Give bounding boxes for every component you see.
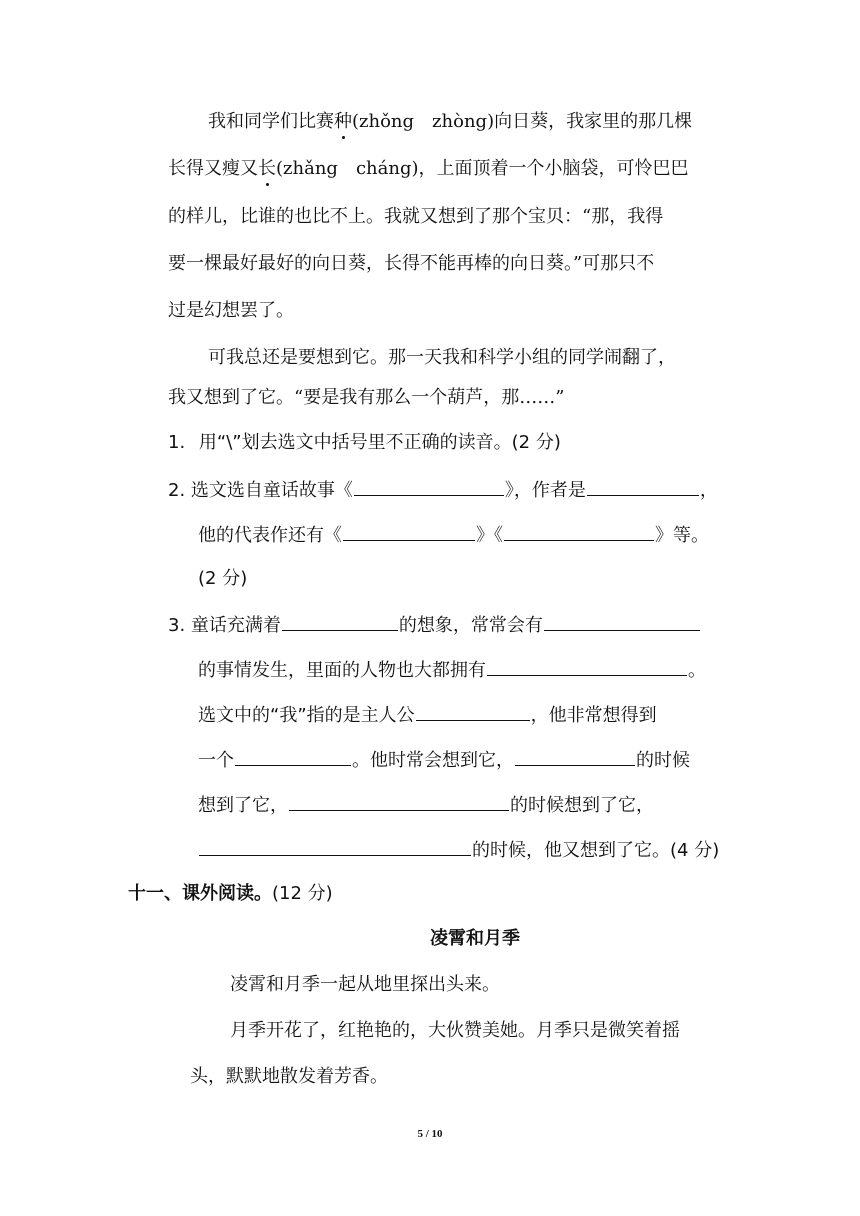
passage-line: 我又想到了它。“要是我有那么一个葫芦，那……”: [168, 387, 565, 408]
question-number: 1.: [168, 432, 186, 453]
question-2-line: 他的代表作还有《 》《 》等。: [198, 522, 709, 548]
question-3-line: 的事情发生，里面的人物也大都拥有 。: [198, 657, 706, 683]
answer-blank[interactable]: [289, 792, 509, 811]
answer-blank[interactable]: [544, 612, 700, 631]
question-text: 用“\”划去选文中括号里不正确的读音。(2 分): [198, 432, 561, 453]
emphasis-char: 种: [334, 111, 352, 132]
passage-line: 的样儿，比谁的也比不上。我就又想到了那个宝贝：“那，我得: [168, 206, 664, 227]
question-3-line: 一个 。他时常会想到它， 的时候: [198, 747, 690, 773]
section-score: (12 分): [272, 883, 333, 904]
question-number: 3.: [168, 615, 186, 636]
passage-line: 长得又瘦又长(zhǎng cháng)，上面顶着一个小脑袋，可怜巴巴: [168, 158, 689, 179]
answer-blank[interactable]: [282, 612, 398, 631]
answer-blank[interactable]: [504, 522, 654, 541]
passage-line: 头，默默地散发着芳香。: [190, 1066, 388, 1087]
passage-line: 要一棵最好最好的向日葵，长得不能再棒的向日葵。”可那只不: [168, 253, 655, 274]
section-title: 十一、课外阅读。: [128, 883, 272, 904]
question-2: 2. 选文选自童话故事《 》，作者是 ，: [168, 477, 718, 503]
answer-blank[interactable]: [416, 702, 530, 721]
answer-blank[interactable]: [343, 522, 475, 541]
page-number: 5 / 10: [417, 1128, 443, 1140]
answer-blank[interactable]: [487, 657, 687, 676]
passage-line: 可我总还是要想到它。那一天我和科学小组的同学闹翻了，: [208, 347, 676, 368]
section-heading: [128, 882, 333, 906]
question-3: 3. 童话充满着 的想象，常常会有: [168, 612, 701, 638]
question-2-line: (2 分): [198, 568, 248, 589]
answer-blank[interactable]: [515, 747, 635, 766]
passage-line: 月季开花了，红艳艳的，大伙赞美她。月季只是微笑着摇: [230, 1020, 680, 1041]
answer-blank[interactable]: [199, 837, 471, 856]
answer-blank[interactable]: [354, 477, 504, 496]
question-number: 2.: [168, 480, 186, 501]
passage-title: 凌霄和月季: [430, 928, 520, 949]
emphasis-char: 长: [258, 158, 276, 179]
question-3-line: 想到了它， 的时候想到了它，: [198, 792, 654, 818]
passage-line: 凌霄和月季一起从地里探出头来。: [230, 974, 500, 995]
passage-line: 我和同学们比赛种(zhǒng zhòng)向日葵，我家里的那几棵: [208, 111, 693, 132]
passage-line: 过是幻想罢了。: [168, 300, 294, 321]
answer-blank[interactable]: [235, 747, 351, 766]
question-3-line: 的时候，他又想到了它。(4 分): [198, 837, 719, 863]
answer-blank[interactable]: [587, 477, 699, 496]
question-1: [168, 431, 561, 455]
question-3-line: 选文中的“我”指的是主人公 ，他非常想得到: [198, 702, 657, 728]
